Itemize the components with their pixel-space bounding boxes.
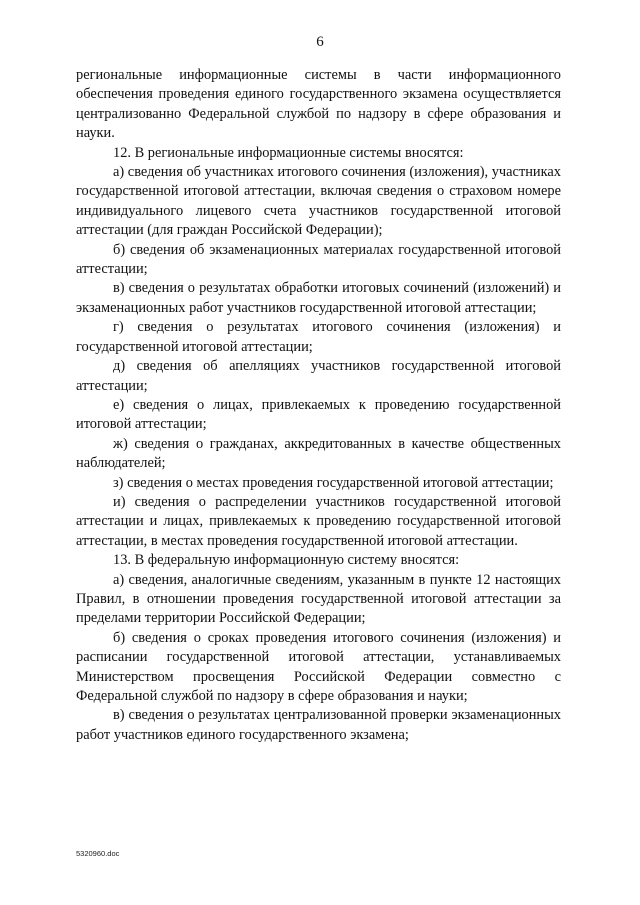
paragraph-12-zh: ж) сведения о гражданах, аккредитованных в качестве общественных наблюдателей; — [76, 435, 561, 472]
paragraph-12-a: а) сведения об участниках итогового сочинения (изложения), участниках государственной итоговой аттестации, включая сведения о страховом номере индивидуального лицевого счета участников государственной итоговой аттестации (для граждан Российской Федерации); — [76, 164, 561, 239]
paragraph-13-a: а) сведения, аналогичные сведениям, указанным в пункте 12 настоящих Правил, в отношении проведения государственной итоговой аттестации за пределами территории Российской Федерации; — [76, 571, 561, 627]
paragraph-continuation: региональные информационные системы в части информационного обеспечения проведения единого государственного экзамена осуществляется централизованно Федеральной службой по надзору в сфере образования и науки. — [76, 67, 561, 142]
page-number: 6 — [316, 34, 324, 50]
paragraph-13-b: б) сведения о сроках проведения итогового сочинения (изложения) и расписании государственной итоговой аттестации, устанавливаемых Министерством просвещения Российской Федерации совместно с Федеральной службой по надзору в сфере образования и науки; — [76, 629, 561, 704]
footer-file-code: 5320960.doc — [76, 849, 120, 858]
document-body — [76, 66, 561, 745]
paragraph-12-i: и) сведения о распределении участников государственной итоговой аттестации и лицах, привлекаемых к проведению государственной итоговой аттестации, в местах проведения государственной итоговой аттестации. — [76, 493, 561, 549]
paragraph-12-b: б) сведения об экзаменационных материалах государственной итоговой аттестации; — [76, 241, 561, 278]
paragraph-12-g: г) сведения о результатах итогового сочинения (изложения) и государственной итоговой аттестации; — [76, 319, 561, 355]
paragraph-item-13: 13. В федеральную информационную систему вносятся: — [113, 552, 460, 569]
paragraph-12-v: в) сведения о результатах обработки итоговых сочинений (изложений) и экзаменационных работ участников государственной итоговой аттестации; — [76, 280, 561, 316]
paragraph-item-12: 12. В региональные информационные системы вносятся: — [113, 144, 464, 161]
paragraph-13-v: в) сведения о результатах централизованной проверки экзаменационных работ участников единого государственного экзамена; — [76, 707, 561, 743]
paragraph-12-e: е) сведения о лицах, привлекаемых к проведению государственной итоговой аттестации; — [76, 396, 561, 433]
paragraph-12-z: з) сведения о местах проведения государственной итоговой аттестации; — [113, 474, 554, 491]
paragraph-12-d: д) сведения об апелляциях участников государственной итоговой аттестации; — [76, 358, 561, 394]
